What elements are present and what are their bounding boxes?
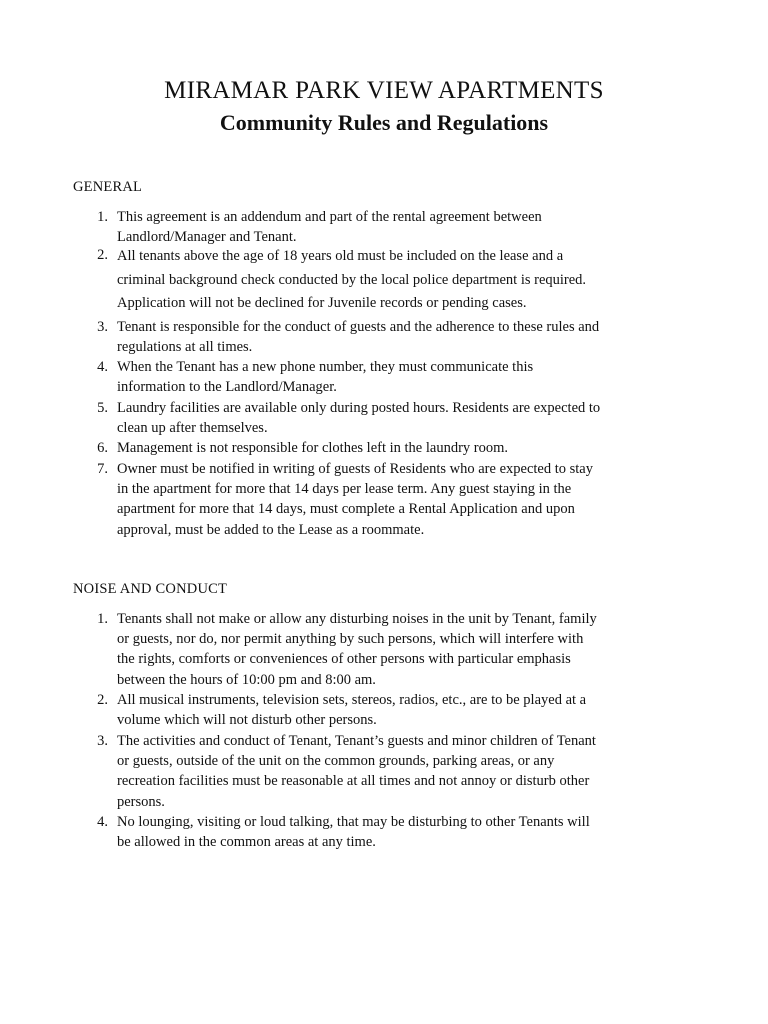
rule-number: 1. [97, 209, 108, 225]
rule-text: Management is not responsible for clothes left in the laundry room. [117, 440, 509, 456]
rule-text: Tenant is responsible for the conduct of guests and the adherence to these rules and regulations at all times. [117, 319, 600, 356]
rule-number: 7. [97, 461, 108, 477]
rule-number: 3. [97, 319, 108, 335]
rule-text: No lounging, visiting or loud talking, that may be disturbing to other Tenants will be allowed in the common areas at any time. [117, 814, 590, 851]
document-subtitle: Community Rules and Regulations [219, 110, 549, 135]
rule-number: 1. [97, 611, 108, 627]
rule-text: All tenants above the age of 18 years old must be included on the lease and a criminal background check conducted by the local police department is required. Application will not be declined for Juvenile records or pending cases. [117, 248, 587, 311]
rule-number: 3. [97, 733, 108, 749]
rule-text: This agreement is an addendum and part of the rental agreement between Landlord/Manager and Tenant. [117, 209, 542, 246]
rule-text: All musical instruments, television sets, stereos, radios, etc., are to be played at a volume which will not disturb other persons. [117, 692, 587, 729]
document-title: MIRAMAR PARK VIEW APARTMENTS [164, 77, 604, 104]
section-heading-general: GENERAL [73, 179, 143, 195]
rule-text: When the Tenant has a new phone number, they must communicate this information to the Landlord/Manager. [117, 359, 534, 396]
rule-text: Laundry facilities are available only during posted hours. Residents are expected to clean up after themselves. [117, 400, 601, 437]
rule-number: 6. [97, 440, 108, 456]
rule-number: 2. [97, 692, 108, 708]
rule-text: The activities and conduct of Tenant, Tenant’s guests and minor children of Tenant or guests, outside of the unit on the common grounds, parking areas, or any recreation facilities must be reasonable at all times and not annoy or disturb other persons. [117, 733, 596, 810]
rule-text: Owner must be notified in writing of guests of Residents who are expected to stay in the apartment for more that 14 days per lease term. Any guest staying in the apartment for more that 14 days, must complete a Rental Application and upon approval, must be added to the Lease as a roommate. [117, 461, 593, 538]
rule-number: 4. [97, 359, 108, 375]
rule-number: 4. [97, 814, 108, 830]
rule-number: 2. [97, 247, 108, 263]
rule-number: 5. [97, 400, 108, 416]
rule-text: Tenants shall not make or allow any disturbing noises in the unit by Tenant, family or guests, nor do, nor permit anything by such persons, which will interfere with the rights, comforts or conveniences of other persons with particular emphasis between the hours of 10:00 pm and 8:00 am. [117, 611, 597, 688]
section-heading-noise-and-conduct: NOISE AND CONDUCT [73, 581, 228, 597]
